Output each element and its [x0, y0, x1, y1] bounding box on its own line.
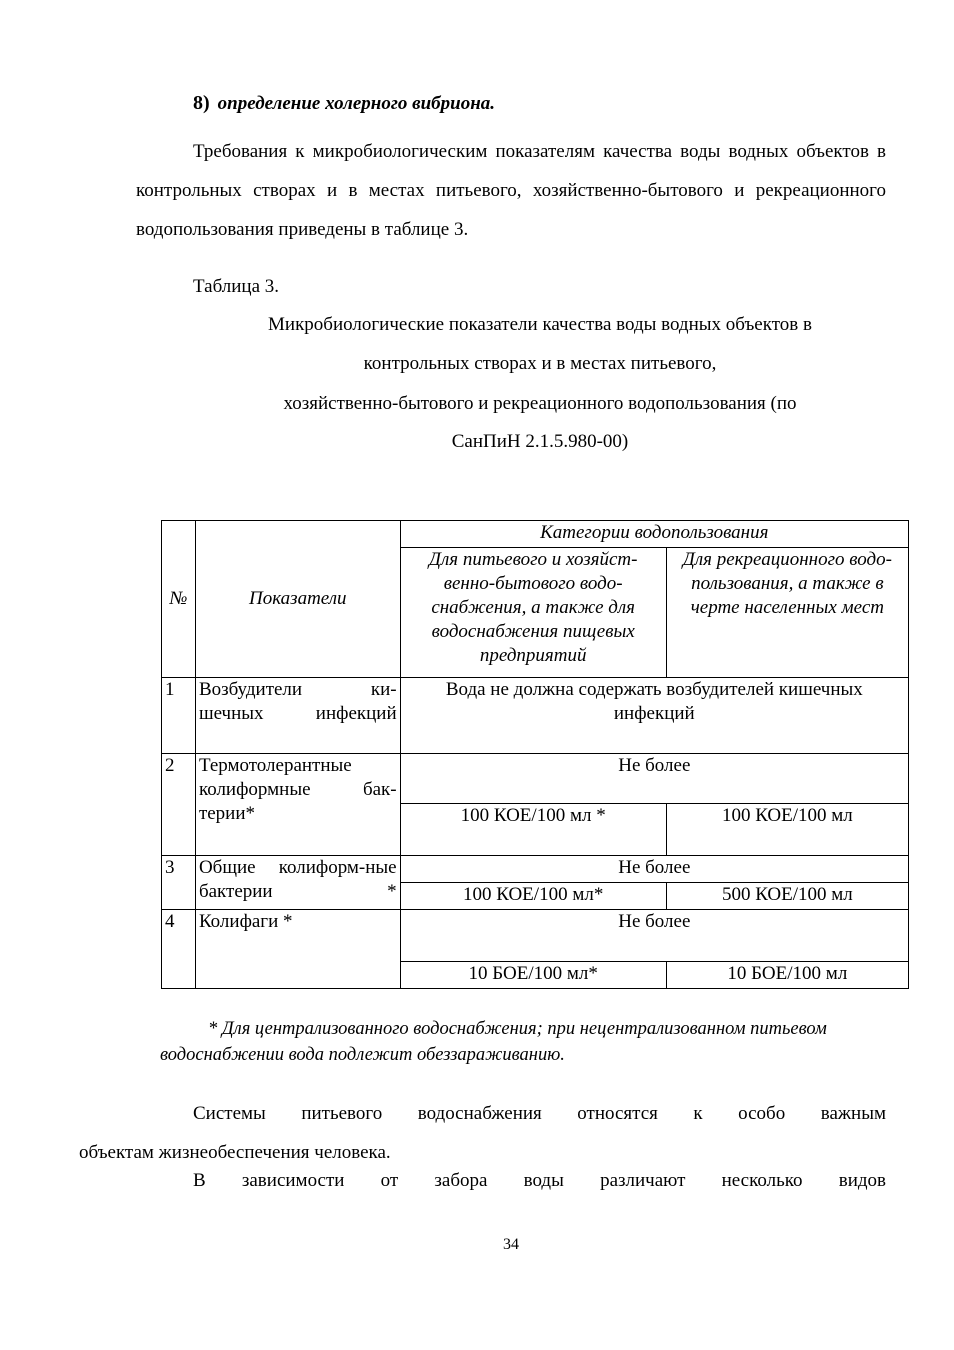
header-categories: Категории водопользования [400, 521, 908, 548]
body-paragraph-line-1: Системы питьевого водоснабжения относятся к особо важным [193, 1103, 886, 1124]
row-number: 3 [162, 856, 196, 910]
header-indicators: Показатели [195, 521, 400, 678]
table-row [162, 856, 909, 883]
table-label: Таблица 3. [193, 276, 280, 297]
table-row [162, 754, 909, 804]
heading-text: определение холерного вибриона. [217, 93, 496, 114]
table-caption-line-1: Микробиологические показатели качества воды водных объектов в [268, 314, 812, 335]
table-footnote: * Для централизованного водоснабжения; при нецентрализованном питьевом водоснабжении вода подлежит обеззараживанию. [160, 1019, 827, 1065]
microbiology-table [161, 520, 909, 989]
row-value-drinking: 100 КОЕ/100 мл * [400, 804, 666, 856]
body-paragraph-line-2: объектам жизнеобеспечения человека. [79, 1142, 391, 1163]
row-merged-value: Не более [400, 910, 908, 962]
row-number: 4 [162, 910, 196, 989]
table-row [162, 678, 909, 754]
row-indicator: Общие колиформ-ные бактерии * [195, 856, 400, 910]
header-recreation: Для рекреационного водо-пользования, а также в черте населенных мест [666, 548, 908, 678]
row-merged-value: Не более [400, 856, 908, 883]
row-value-recreation: 500 КОЕ/100 мл [666, 883, 908, 910]
page-number: 34 [503, 1236, 519, 1253]
header-number: № [162, 521, 196, 678]
intro-paragraph: Требования к микробиологическим показателям качества воды водных объектов в контрольных створах и в местах питьевого, хозяйственно-бытового и рекреационного водопользования приведены в таблице 3. [136, 141, 886, 240]
row-indicator: Термотолерантные колиформные бак-терии* [195, 754, 400, 856]
table-caption-line-3: хозяйственно-бытового и рекреационного водопользования (по [283, 393, 797, 414]
row-merged-value: Не более [400, 754, 908, 804]
header-drinking: Для питьевого и хозяйст-венно-бытового водо-снабжения, а также для водоснабжения пищевых предприятий [400, 548, 666, 678]
body-paragraph-continued: В зависимости от забора воды различают несколько видов [193, 1170, 886, 1191]
table-caption-line-4: СанПиН 2.1.5.980-00) [451, 431, 629, 452]
row-value-drinking: 10 БОЕ/100 мл* [400, 962, 666, 989]
body-paragraph [79, 1094, 886, 1172]
row-merged-value: Вода не должна содержать возбудителей кишечных инфекций [400, 678, 908, 754]
row-indicator: Колифаги * [195, 910, 400, 989]
row-value-drinking: 100 КОЕ/100 мл* [400, 883, 666, 910]
heading-number: 8) [193, 92, 210, 114]
section-heading [193, 92, 943, 115]
row-number: 1 [162, 678, 196, 754]
row-number: 2 [162, 754, 196, 856]
row-value-recreation: 10 БОЕ/100 мл [666, 962, 908, 989]
row-value-recreation: 100 КОЕ/100 мл [666, 804, 908, 856]
table-caption-line-2: контрольных створах и в местах питьевого, [363, 353, 717, 374]
row-indicator: Возбудители ки-шечных инфекций [195, 678, 400, 754]
table-row [162, 910, 909, 962]
